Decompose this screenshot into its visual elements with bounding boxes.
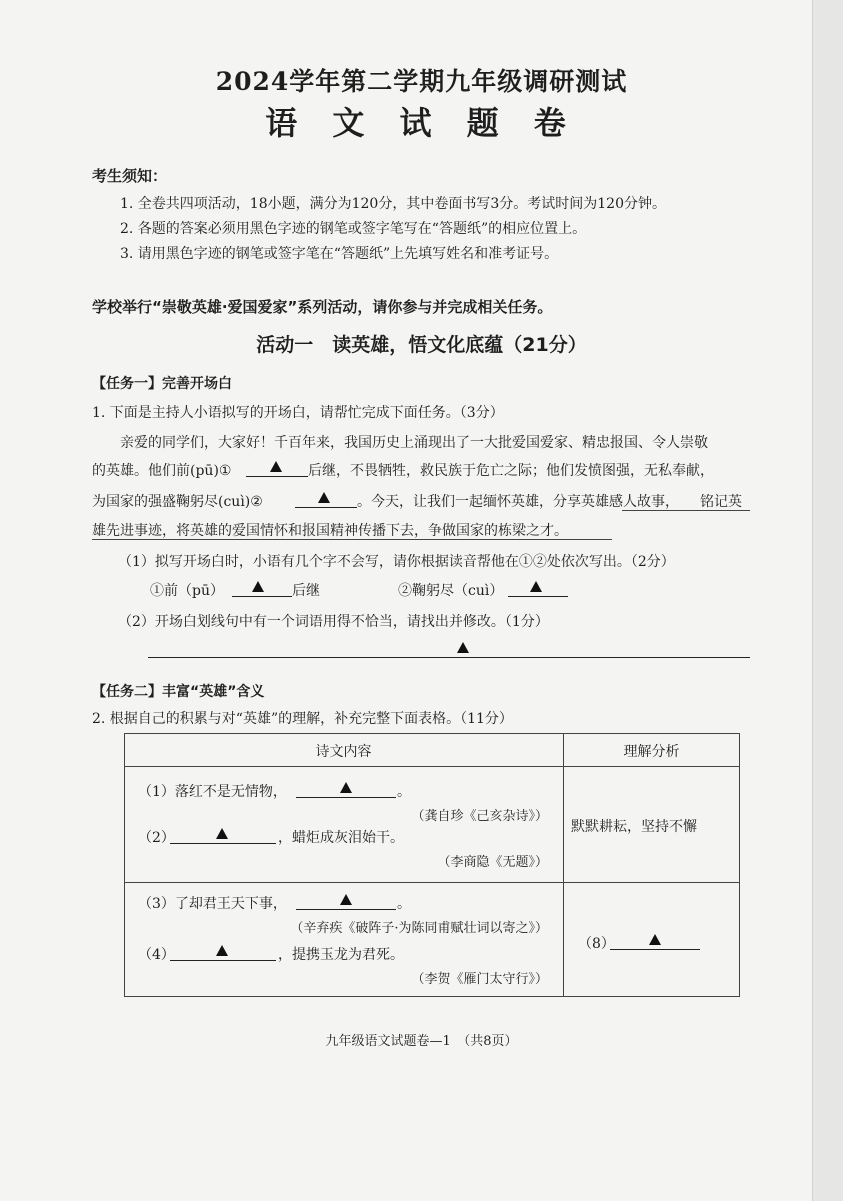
exam-title: 2024学年第二学期九年级调研测试: [215, 67, 628, 96]
poem-source: （李商隐《无题》）: [437, 855, 548, 870]
analysis-text: 默默耕耘，坚持不懈: [571, 819, 697, 835]
answer-marker-icon: [216, 828, 228, 839]
poem-line-end: ，提携玉龙为君死。: [278, 947, 404, 963]
subquestion-2: （2）开场白划线句中有一个词语用得不恰当，请找出并修改。（1分）: [118, 614, 549, 630]
answer-line[interactable]: [170, 843, 276, 844]
answer-line[interactable]: [148, 657, 750, 658]
sub1-item-a: ①前（pū）: [150, 583, 224, 599]
activity-title: 活动一 读英雄，悟文化底蕴（21分）: [256, 334, 587, 356]
underline: [622, 510, 750, 511]
underlined-sentence: 铭记英: [700, 494, 742, 510]
notice-item: 3. 请用黑色字迹的钢笔或签字笔在“答题纸”上先填写姓名和准考证号。: [120, 246, 559, 262]
passage-line: 的英雄。他们前(pū)①: [92, 463, 232, 479]
page-footer: 九年级语文试题卷—1 （共8页）: [325, 1034, 518, 1049]
poem-line: （1）落红不是无情物，: [138, 784, 287, 800]
underline: [92, 539, 612, 540]
underlined-sentence: 雄先进事迹，将英雄的爱国情怀和报国精神传播下去，争做国家的栋梁之才。: [92, 523, 568, 539]
task1-heading: 【任务一】完善开场白: [92, 376, 232, 392]
poem-line-end: 。: [397, 784, 411, 800]
answer-line[interactable]: [232, 596, 292, 597]
scan-edge: [812, 0, 843, 1201]
answer-marker-icon: [340, 894, 352, 905]
question-1: 1. 下面是主持人小语拟写的开场白，请帮忙完成下面任务。（3分）: [92, 405, 504, 421]
poem-line-end: ，蜡炬成灰泪始干。: [278, 830, 404, 846]
answer-marker-icon: [270, 461, 282, 472]
answer-line[interactable]: [296, 797, 396, 798]
passage-line: 为国家的强盛鞠躬尽(cuì)②: [92, 494, 263, 510]
question-2: 2. 根据自己的积累与对“英雄”的理解，补充完整下面表格。（11分）: [92, 711, 513, 727]
answer-marker-icon: [216, 945, 228, 956]
blank-1[interactable]: [246, 476, 308, 477]
poem-source: （李贺《雁门太守行》）: [411, 972, 548, 987]
task2-heading: 【任务二】丰富“英雄”含义: [92, 684, 265, 700]
answer-marker-icon: [457, 642, 469, 653]
answer-line[interactable]: [610, 949, 700, 950]
subquestion-1: （1）拟写开场白时，小语有几个字不会写，请你根据读音帮他在①②处依次写出。（2分）: [118, 554, 675, 570]
sub1-item-b: ②鞠躬尽（cuì）: [398, 583, 504, 599]
answer-line[interactable]: [170, 960, 276, 961]
table-divider: [124, 882, 740, 883]
notice-item: 1. 全卷共四项活动，18小题，满分为120分，其中卷面书写3分。考试时间为120分钟。: [120, 196, 666, 212]
poem-line: （2）: [138, 830, 175, 846]
sub1-item-a-end: 后继: [292, 583, 320, 599]
notice-item: 2. 各题的答案必须用黑色字迹的钢笔或签字笔写在“答题纸”的相应位置上。: [120, 221, 587, 237]
answer-marker-icon: [340, 782, 352, 793]
analysis-label: （8）: [578, 936, 615, 952]
poem-source: （龚自珍《己亥杂诗》）: [411, 809, 548, 824]
passage-line: 后继，不畏牺牲，救民族于危亡之际；他们发愤图强，无私奉献，: [308, 463, 714, 479]
poem-line: （4）: [138, 947, 175, 963]
notice-heading: 考生须知：: [92, 167, 168, 185]
passage-line: 亲爱的同学们，大家好！千百年来，我国历史上涌现出了一大批爱国爱家、精忠报国、令人崇敬: [120, 435, 708, 451]
blank-2[interactable]: [295, 507, 357, 508]
answer-marker-icon: [649, 934, 661, 945]
answer-marker-icon: [318, 492, 330, 503]
poem-line-end: 。: [397, 896, 411, 912]
table-divider: [563, 733, 564, 997]
answer-marker-icon: [530, 581, 542, 592]
poem-line: （3）了却君王天下事，: [138, 896, 287, 912]
answer-marker-icon: [252, 581, 264, 592]
poem-source: （辛弃疾《破阵子·为陈同甫赋壮词以寄之》）: [290, 921, 548, 936]
answer-line[interactable]: [296, 909, 396, 910]
table-header: 诗文内容: [315, 744, 372, 760]
table-divider: [124, 766, 740, 767]
table-header: 理解分析: [623, 744, 680, 760]
passage-line: 。今天，让我们一起缅怀英雄，分享英雄感人故事，: [357, 494, 679, 510]
intro-text: 学校举行“崇敬英雄·爱国爱家”系列活动，请你参与并完成相关任务。: [92, 298, 553, 316]
answer-line[interactable]: [508, 596, 568, 597]
exam-subtitle: 语 文 试 题 卷: [265, 104, 578, 142]
